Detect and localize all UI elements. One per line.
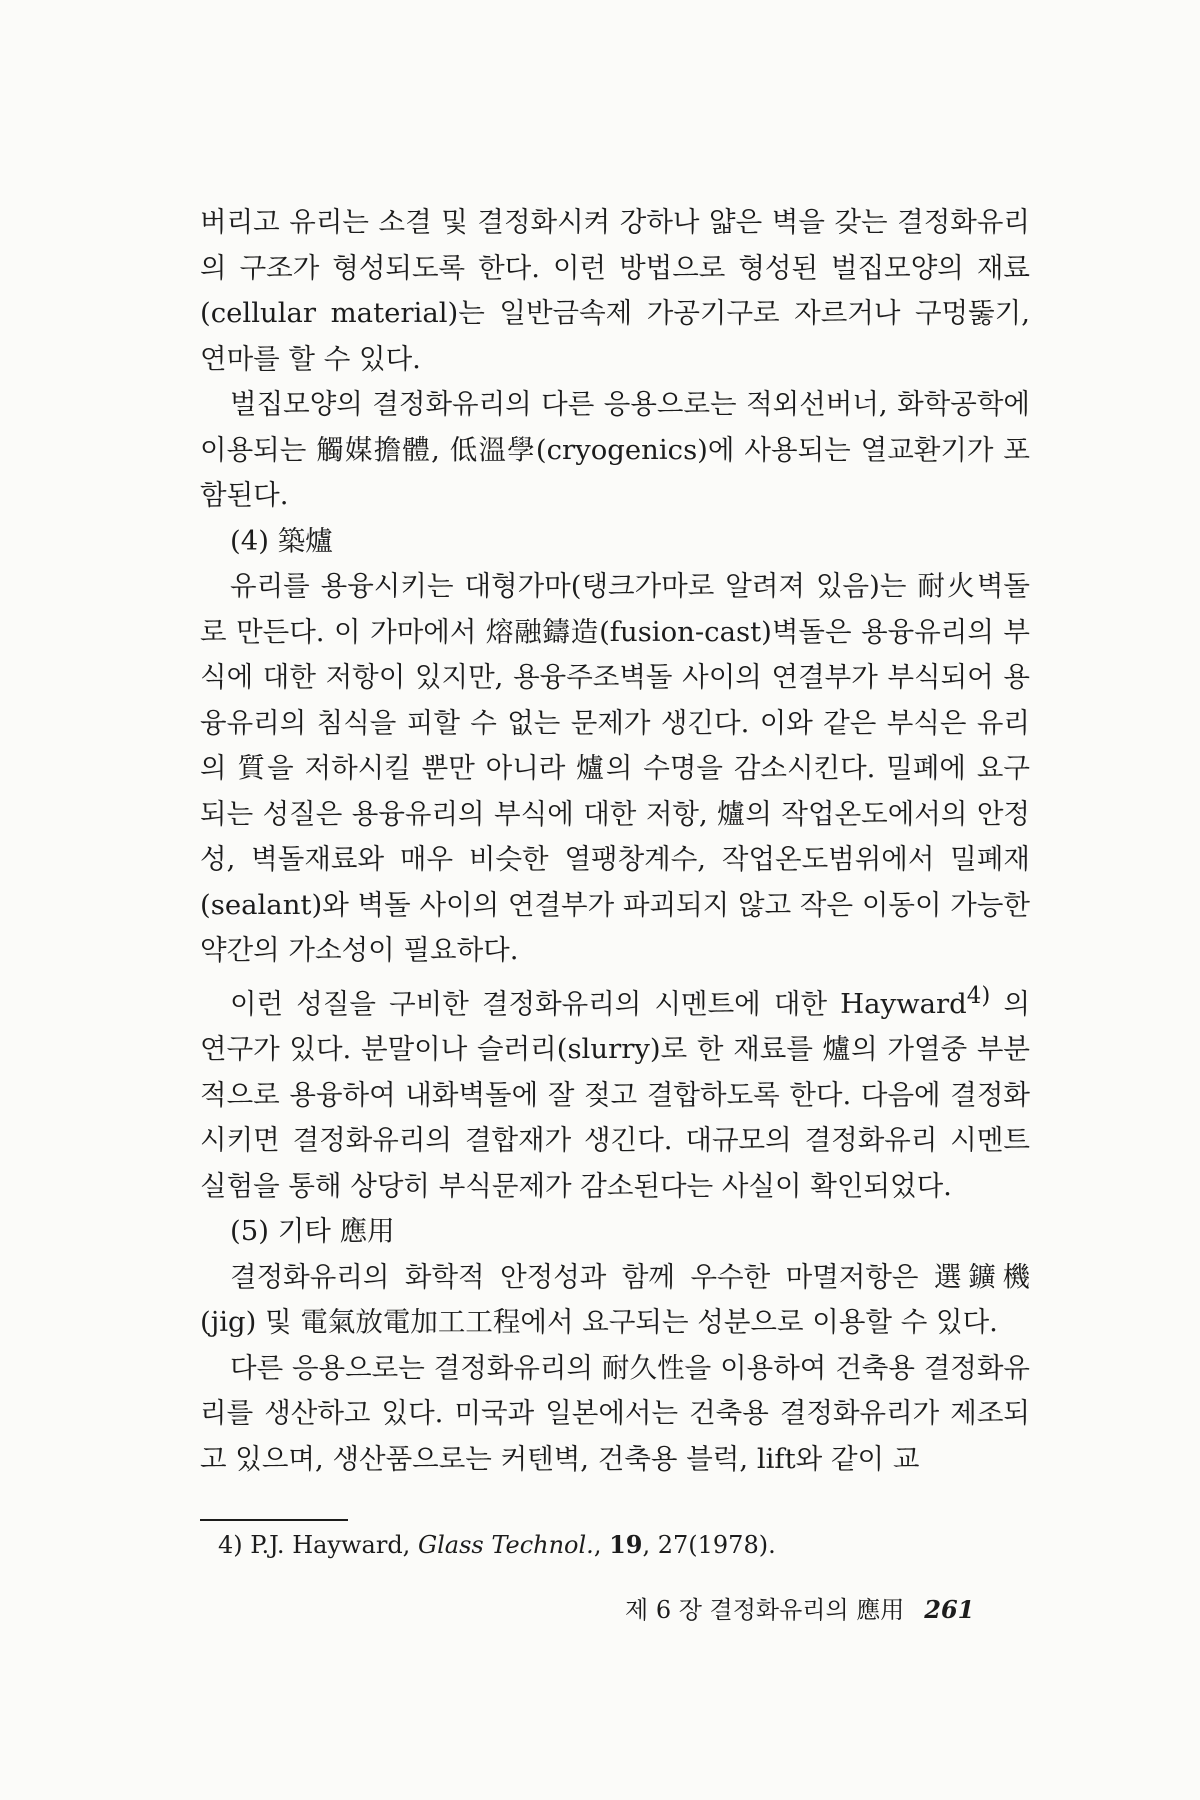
paragraph-honeycomb-applications: 벌집모양의 결정화유리의 다른 응용으로는 적외선버너, 화학공학에 이용되는 觸媒擔體, 低溫學(cryogenics)에 사용되는 열교환기가 포함된다. <box>200 388 1030 511</box>
paragraph-architectural-glass: 다른 응용으로는 결정화유리의 耐久性을 이용하여 건축용 결정화유리를 생산하고 있다. 미국과 일본에서는 건축용 결정화유리가 제조되고 있으며, 생산품으로는 커텐벽, 건축용 블럭, lift와 같이 교 <box>200 1351 1030 1475</box>
footnote-divider <box>200 1519 348 1521</box>
paragraph-hayward-text-before: 이런 성질을 구비한 결정화유리의 시멘트에 대한 Hayward <box>230 987 967 1020</box>
footnote <box>218 1530 776 1559</box>
footnote-separator: , <box>593 1531 610 1559</box>
paragraph-hayward-cement <box>200 974 1030 1210</box>
section-heading-furnace: (4) 築爐 <box>230 524 333 557</box>
paragraph-abrasion-resistance: 결정화유리의 화학적 안정성과 함께 우수한 마멸저항은 選鑛機(jig) 및 電氣放電加工工程에서 요구되는 성분으로 이용할 수 있다. <box>200 1260 1030 1339</box>
footnote-journal: Glass Technol. <box>417 1531 594 1559</box>
footnote-reference: 4) <box>966 982 991 1009</box>
footnote-prefix: 4) P.J. Hayward, <box>218 1531 418 1559</box>
body-text <box>200 200 1030 1482</box>
footnote-rest: , 27(1978). <box>642 1531 776 1559</box>
paragraph-cellular-continuation: 버리고 유리는 소결 및 결정화시켜 강하나 얇은 벽을 갖는 결정화유리의 구조가 형성되도록 한다. 이런 방법으로 형성된 벌집모양의 재료(cellular material)는 일반금속제 가공기구로 자르거나 구멍뚫기, 연마를 할 수 있다. <box>200 206 1030 375</box>
page-number: 261 <box>924 1595 975 1624</box>
footnote-volume: 19 <box>609 1530 643 1559</box>
paragraph-furnace-bricks: 유리를 용융시키는 대형가마(탱크가마로 알려져 있음)는 耐火벽돌로 만든다. 이 가마에서 熔融鑄造(fusion-cast)벽돌은 용융유리의 부식에 대한 저항이 있지만, 용융주조벽돌 사이의 연결부가 부식되어 용융유리의 침식을 피할 수 없는 문제가 생긴다. 이와 같은 부식은 유리의 質을 저하시킬 뿐만 아니라 爐의 수명을 감소시킨다. 밀폐에 요구되는 성질은 용융유리의 부식에 대한 저항, 爐의 작업온도에서의 안정성, 벽돌재료와 매우 비슷한 열팽창계수, 작업온도범위에서 밀폐재(sealant)와 벽돌 사이의 연결부가 파괴되지 않고 작은 이동이 가능한 약간의 가소성이 필요하다. <box>200 570 1030 966</box>
running-footer <box>625 1590 974 1625</box>
footer-chapter-title: 제 6 장 결정화유리의 應用 <box>625 1596 905 1624</box>
paragraph-hayward-text-after: 의 연구가 있다. 분말이나 슬러리(slurry)로 한 재료를 爐의 가열중 부분적으로 용융하여 내화벽돌에 잘 젖고 결합하도록 한다. 다음에 결정화시키면 결정화유리의 결합재가 생긴다. 대규모의 결정화유리 시멘트실험을 통해 상당히 부식문제가 감소된다는 사실이 확인되었다. <box>200 987 1031 1202</box>
section-heading-other-applications: (5) 기타 應用 <box>230 1215 395 1248</box>
